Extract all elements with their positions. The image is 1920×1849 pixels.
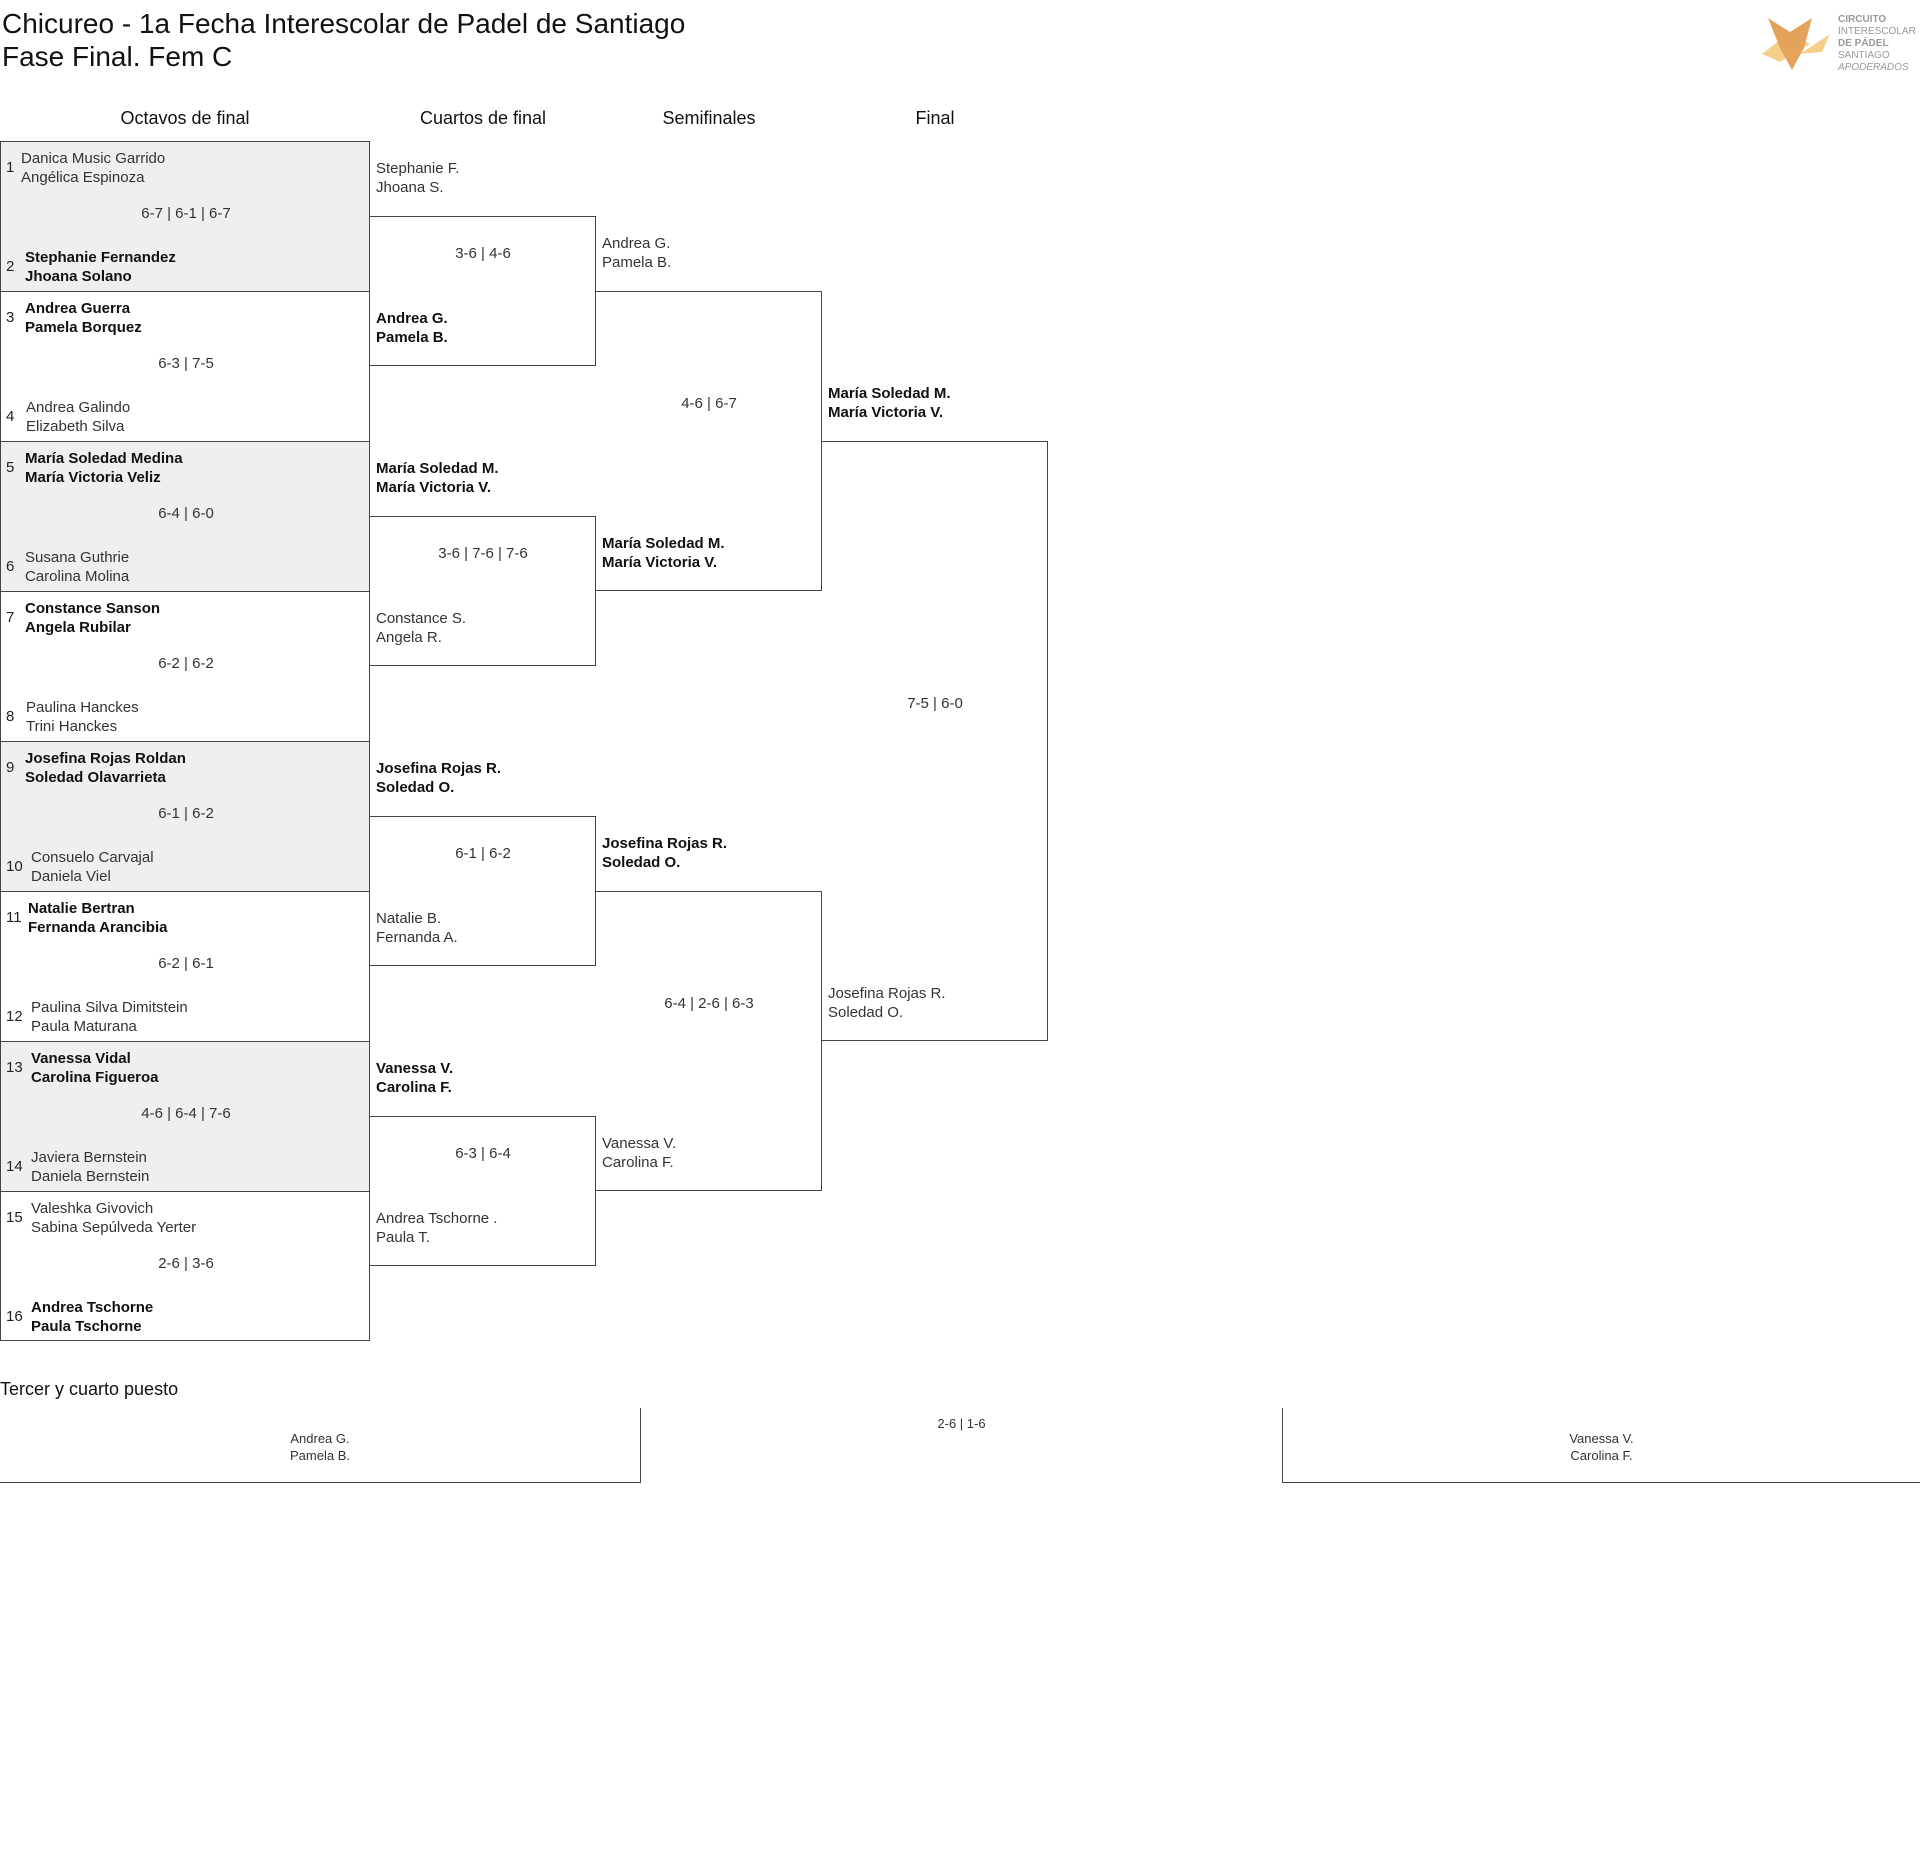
- match-score: 7-5 | 6-0: [907, 695, 963, 712]
- team-name: Elizabeth Silva: [26, 418, 125, 435]
- team-name: Andrea G.: [376, 310, 448, 327]
- team-name: Andrea G.: [290, 1431, 350, 1446]
- seed-number: 10: [6, 858, 23, 875]
- team-name: Soledad Olavarrieta: [25, 769, 166, 786]
- team-name: Pamela Borquez: [25, 319, 142, 336]
- team-name: Vanessa V.: [376, 1060, 454, 1077]
- match-r16-6: [0, 891, 370, 1041]
- team-name: Angélica Espinoza: [21, 169, 145, 186]
- match-score: 6-1 | 6-2: [455, 845, 511, 862]
- third-place-title: Tercer y cuarto puesto: [0, 1379, 179, 1399]
- team-name: Natalie Bertran: [28, 900, 135, 917]
- team-name: Paula T.: [376, 1229, 430, 1246]
- team-name: Pamela B.: [602, 254, 672, 271]
- team-name: Javiera Bernstein: [31, 1149, 147, 1166]
- team-name: Paula Tschorne: [31, 1318, 142, 1335]
- logo-line: INTERESCOLAR: [1838, 26, 1916, 37]
- team-name: Andrea Tschorne .: [376, 1210, 498, 1227]
- seed-number: 5: [6, 459, 15, 476]
- match-r16-7: [0, 1041, 370, 1191]
- team-name: Paulina Silva Dimitstein: [31, 999, 188, 1016]
- team-name: Angela R.: [376, 629, 442, 646]
- third-place-score: 2-6 | 1-6: [937, 1416, 986, 1431]
- team-name: Andrea Guerra: [25, 300, 131, 317]
- team-name: Natalie B.: [376, 910, 442, 927]
- match-final: [822, 441, 1048, 1041]
- seed-number: 14: [6, 1158, 23, 1175]
- match-score: 3-6 | 7-6 | 7-6: [438, 545, 528, 562]
- seed-number: 13: [6, 1059, 23, 1076]
- team-name: Andrea G.: [602, 235, 671, 252]
- team-name: María Soledad Medina: [25, 450, 183, 467]
- team-name: Fernanda A.: [376, 929, 458, 946]
- match-score: 4-6 | 6-4 | 7-6: [141, 1105, 231, 1122]
- team-name: María Soledad M.: [602, 535, 725, 552]
- seed-number: 12: [6, 1008, 23, 1025]
- page-subtitle: Fase Final. Fem C: [2, 41, 233, 72]
- seed-number: 15: [6, 1209, 23, 1226]
- team-name: Vanessa Vidal: [31, 1050, 131, 1067]
- team-name: Carolina F.: [376, 1079, 452, 1096]
- third-place-team-left: [0, 1430, 640, 1464]
- team-name: María Victoria V.: [376, 479, 492, 496]
- team-name: Vanessa V.: [1569, 1431, 1634, 1446]
- team-name: Andrea Tschorne: [31, 1299, 154, 1316]
- match-r16-5: [0, 741, 370, 891]
- team-name: Carolina Figueroa: [31, 1069, 159, 1086]
- team-name: Daniela Bernstein: [31, 1168, 150, 1185]
- match-score: 6-3 | 7-5: [158, 355, 214, 372]
- team-name: Constance S.: [376, 610, 467, 627]
- match-r16-8: [0, 1191, 370, 1341]
- team-name: Carolina F.: [1570, 1448, 1633, 1463]
- round-heading: Cuartos de final: [419, 108, 547, 128]
- seed-number: 7: [6, 609, 15, 626]
- team-name: Danica Music Garrido: [21, 150, 166, 167]
- seed-number: 16: [6, 1308, 23, 1325]
- match-r16-1: [0, 141, 370, 291]
- team-name: María Victoria Veliz: [25, 469, 161, 486]
- match-score: 4-6 | 6-7: [681, 395, 737, 412]
- match-score: 6-3 | 6-4: [455, 1145, 511, 1162]
- seed-number: 9: [6, 759, 15, 776]
- team-name: Fernanda Arancibia: [28, 919, 168, 936]
- team-name: Susana Guthrie: [25, 549, 130, 566]
- team-name: María Victoria V.: [828, 404, 944, 421]
- match-score: 6-2 | 6-2: [158, 655, 214, 672]
- team-name: Sabina Sepúlveda Yerter: [31, 1219, 197, 1236]
- match-score: 3-6 | 4-6: [455, 245, 511, 262]
- team-name: Paula Maturana: [31, 1018, 137, 1035]
- seed-number: 11: [6, 909, 22, 926]
- team-name: Soledad O.: [376, 779, 455, 796]
- team-name: Carolina Molina: [25, 568, 130, 585]
- logo-line: DE PÁDEL: [1838, 38, 1889, 49]
- seed-number: 1: [6, 159, 15, 176]
- match-score: 6-1 | 6-2: [158, 805, 214, 822]
- round-heading: Octavos de final: [120, 108, 250, 128]
- match-r16-3: [0, 441, 370, 591]
- match-score: 6-4 | 2-6 | 6-3: [664, 995, 754, 1012]
- team-name: Pamela B.: [376, 329, 448, 346]
- seed-number: 2: [6, 258, 15, 275]
- seed-number: 4: [6, 408, 15, 425]
- round-heading: Semifinales: [662, 108, 756, 128]
- team-name: María Soledad M.: [828, 385, 951, 402]
- team-name: Stephanie F.: [376, 160, 460, 177]
- match-r16-2: [0, 291, 370, 441]
- team-name: Soledad O.: [828, 1004, 904, 1021]
- team-name: Carolina F.: [602, 1154, 674, 1171]
- team-name: Angela Rubilar: [25, 619, 131, 636]
- team-name: Pamela B.: [290, 1448, 350, 1463]
- team-name: Josefina Rojas Roldan: [25, 750, 186, 767]
- team-name: Consuelo Carvajal: [31, 849, 154, 866]
- match-r16-4: [0, 591, 370, 741]
- logo-text: [1838, 14, 1916, 74]
- match-score: 6-4 | 6-0: [158, 505, 214, 522]
- logo-line: APODERADOS: [1838, 62, 1909, 73]
- logo-line: CIRCUITO: [1838, 14, 1887, 25]
- team-name: Jhoana S.: [376, 179, 444, 196]
- logo-line: SANTIAGO: [1838, 50, 1890, 61]
- seed-number: 3: [6, 309, 15, 326]
- seed-number: 6: [6, 558, 15, 575]
- team-name: Vanessa V.: [602, 1135, 677, 1152]
- team-name: Trini Hanckes: [26, 718, 118, 735]
- team-name: Josefina Rojas R.: [828, 985, 946, 1002]
- third-place-team-right: [1283, 1430, 1920, 1464]
- team-name: Soledad O.: [602, 854, 681, 871]
- team-name: Jhoana Solano: [25, 268, 132, 285]
- team-name: Constance Sanson: [25, 600, 161, 617]
- team-name: Valeshka Givovich: [31, 1200, 154, 1217]
- team-name: Daniela Viel: [31, 868, 111, 885]
- round-heading: Final: [915, 108, 955, 128]
- page-title: Chicureo - 1a Fecha Interescolar de Padel de Santiago: [2, 8, 686, 39]
- seed-number: 8: [6, 708, 15, 725]
- team-name: María Soledad M.: [376, 460, 499, 477]
- team-name: Stephanie Fernandez: [25, 249, 176, 266]
- match-score: 6-7 | 6-1 | 6-7: [141, 205, 231, 222]
- team-name: Josefina Rojas R.: [602, 835, 728, 852]
- team-name: María Victoria V.: [602, 554, 718, 571]
- team-name: Josefina Rojas R.: [376, 760, 502, 777]
- team-name: Andrea Galindo: [26, 399, 131, 416]
- match-score: 2-6 | 3-6: [158, 1255, 214, 1272]
- match-score: 6-2 | 6-1: [158, 955, 214, 972]
- team-name: Paulina Hanckes: [26, 699, 139, 716]
